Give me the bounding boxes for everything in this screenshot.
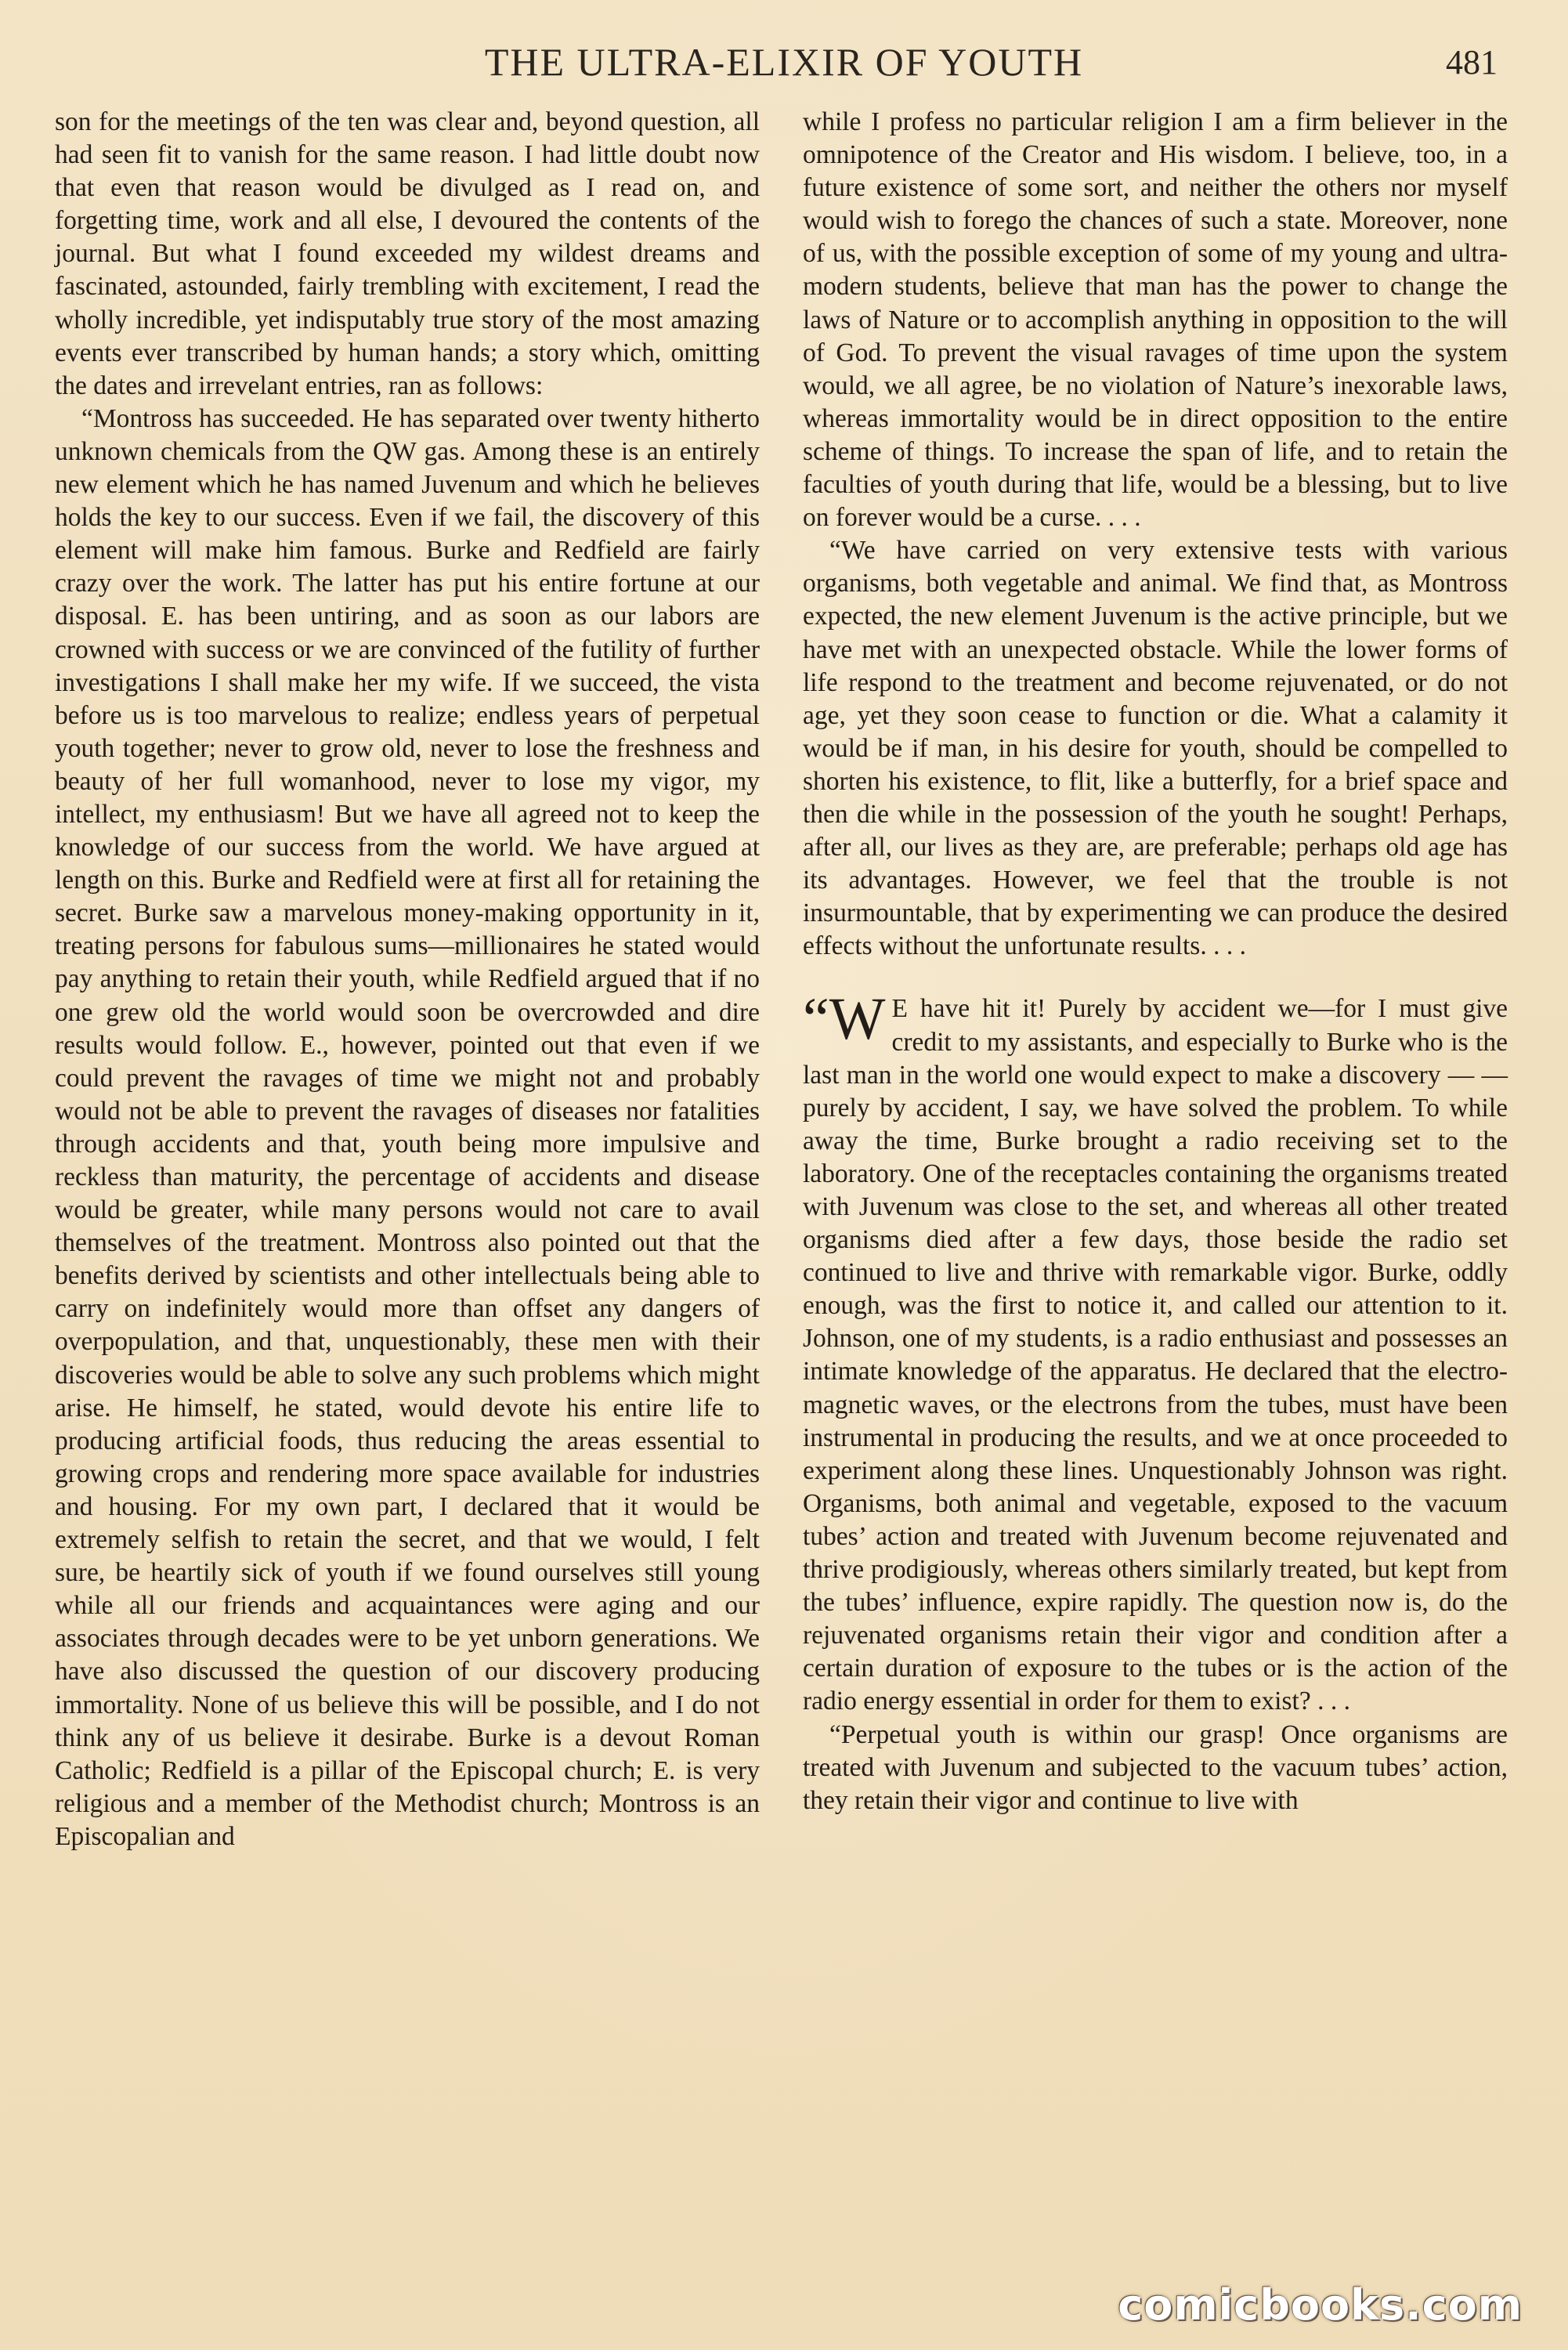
- paragraph: “Montross has succeeded. He has separated over twenty hitherto unknown chemicals from the QW gas. Among these is an entirely new element which he has named Juvenum and which he believes holds the key to our success. Even if we fail, the discovery of this element will make him famous. Burke and Redfield are fairly crazy over the work. The latter has put his entire fortune at our disposal. E. has been untiring, and as soon as our labors are crowned with success or we are convinced of the futility of further investigations I shall make her my wife. If we succeed, the vista before us is too marvelous to realize; endless years of perpetual youth together; never to grow old, never to lose the freshness and beauty of her full womanhood, never to lose my vigor, my intellect, my enthusiasm! But we have all agreed not to keep the knowledge of our success from the world. We have argued at length on this. Burke and Redfield were at first all for retaining the secret. Burke saw a marvelous money-making opportunity in it, treating persons for fabulous sums—millionaires he stated would pay anything to retain their youth, while Redfield argued that if no one grew old the world would soon be overcrowded and dire results would follow. E., however, pointed out that even if we could prevent the ravages of time we might not and probably would not be able to prevent the ravages of diseases nor fatalities through accidents and that, youth being more impulsive and reckless than maturity, the percentage of accidents and disease would be greater, while many persons would not care to avail themselves of the treatment. Montross also pointed out that the benefits derived by scientists and other intellectuals being able to carry on indefinitely would more than offset any dangers of overpopulation, and that, unquestionably, these men with their discoveries would be able to solve any such problems which might arise. He himself, he stated, would devote his entire life to producing artificial foods, thus reducing the areas essential to growing crops and rendering more space available for industries and housing. For my own part, I declared that it would be extremely selfish to retain the secret, and that we would, I felt sure, be heartily sick of youth if we found ourselves still young while all our friends and acquaintances were aging and our associates through decades were to be yet unborn generations. We have also discussed the question of our discovery producing immortality. None of us believe this will be possible, and I do not think any of us believe it desirabe. Burke is a devout Roman Catholic; Redfield is a pillar of the Episcopal church; E. is very religious and a member of the Methodist church; Montross is an Episcopalian and: [55, 403, 760, 1851]
- drop-cap: “W: [803, 986, 886, 1053]
- page-header: [55, 39, 1513, 94]
- paragraph: son for the meetings of the ten was clear and, beyond question, all had seen fit to vanish for the same reason. I had little doubt now that even that reason would be divulged as I read on, and forgetting time, work and all else, I devoured the contents of the journal. But what I found exceeded my wildest dreams and fascinated, astounded, fairly trembling with excitement, I read the wholly incredible, yet indisputably true story of the most amazing events ever transcribed by human hands; a story which, omitting the dates and irrevelant entries, ran as follows:: [55, 107, 760, 400]
- right-column: [803, 106, 1508, 1817]
- paragraph: “Perpetual youth is within our grasp! Once organisms are treated with Juvenum and subjected to the vacuum tubes’ action, they retain their vigor and continue to live with: [803, 1719, 1508, 1815]
- section-paragraph: [803, 986, 1508, 1718]
- paragraph-text: E have hit it! Purely by accident we—for I must give credit to my assistants, and especially to Burke who is the last man in the world one would expect to make a discovery — — purely by accident, I say, we have solved the problem. To while away the time, Burke brought a radio receiving set to the laboratory. One of the receptacles containing the organisms treated with Juvenum was close to the set, and whereas all other treated organisms died after a few days, those beside the radio set continued to live and thrive with remarkable vigor. Burke, oddly enough, was the first to notice it, and called our attention to it. Johnson, one of my students, is a radio enthusiast and possesses an intimate knowledge of the apparatus. He declared that the electro-magnetic waves, or the electrons from the tubes, must have been instrumental in producing the results, and we at once proceeded to experiment along these lines. Unquestionably Johnson was right. Organisms, both animal and vegetable, exposed to the vacuum tubes’ action and treated with Juvenum become rejuvenated and thrive prodigiously, whereas others similarly treated, but kept from the tubes’ influence, expire rapidly. The question now is, do the rejuvenated organisms retain their vigor and condition after a certain duration of exposure to the tubes or is the action of the radio energy essential in order for them to exist? . . .: [803, 994, 1508, 1716]
- page-number: 481: [1446, 43, 1498, 81]
- left-column: [55, 106, 760, 1853]
- paragraph: while I profess no particular religion I am a firm believer in the omnipotence of the Creator and His wisdom. I believe, too, in a future existence of some sort, and neither the others nor myself would wish to forego the chances of such a state. Moreover, none of us, with the possible exception of some of my young and ultra-modern students, believe that man has the power to change the laws of Nature or to accomplish anything in opposition to the will of God. To prevent the visual ravages of time upon the system would, we all agree, be no violation of Nature’s inexorable laws, whereas immortality would be in direct opposition to the entire scheme of things. To increase the span of life, and to retain the faculties of youth during that life, would be a blessing, but to live on forever would be a curse. . . .: [803, 107, 1508, 533]
- paragraph: “We have carried on very extensive tests with various organisms, both vegetable and animal. We find that, as Montross expected, the new element Juvenum is the active principle, but we have met with an unexpected obstacle. While the lower forms of life respond to the treatment and become rejuvenated, or do not age, yet they soon cease to function or die. What a calamity it would be if man, in his desire for youth, should be compelled to shorten his existence, to flit, like a butterfly, for a brief space and then die while in the possession of the youth he sought! Perhaps, after all, our lives as they are, are preferable; perhaps old age has its advantages. However, we feel that the trouble is not insurmountable, that by experimenting we can produce the desired effects without the unfortunate results. . . .: [803, 536, 1508, 961]
- running-title: THE ULTRA-ELIXIR OF YOUTH: [484, 40, 1084, 84]
- watermark: comicbooks.com: [1118, 2280, 1523, 2330]
